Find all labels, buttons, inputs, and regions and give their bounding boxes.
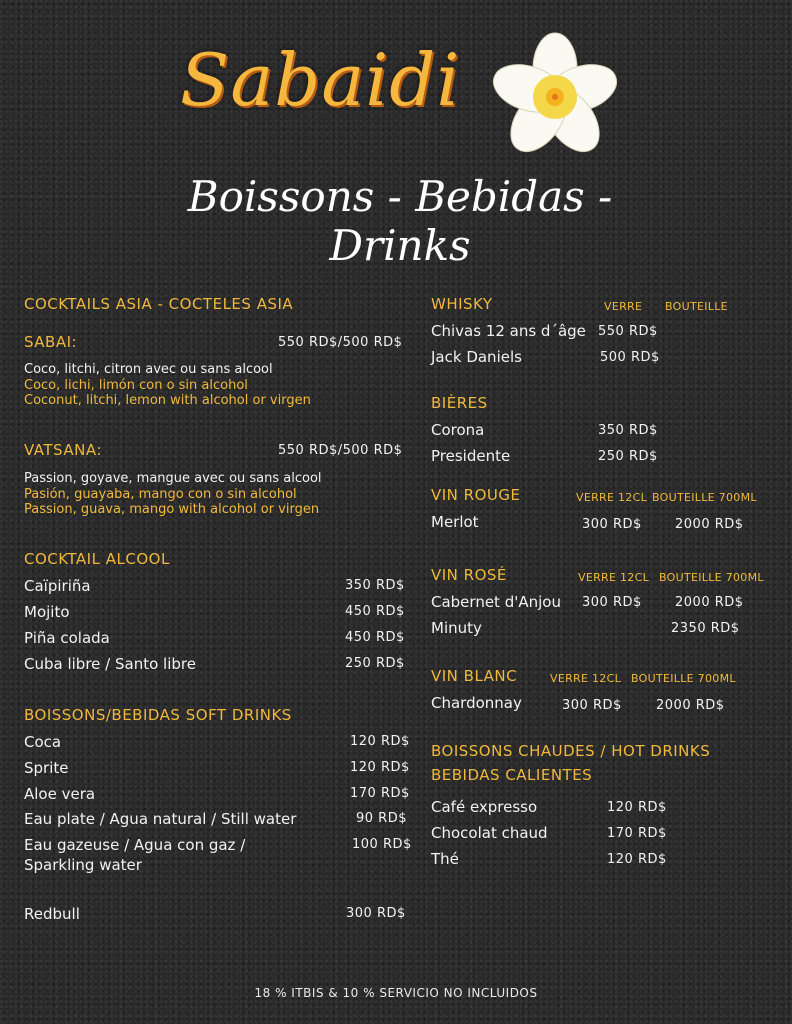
list-item-price: 300 RD$ — [346, 906, 406, 921]
list-item-name: Sprite — [24, 759, 69, 777]
list-item-price: 120 RD$ — [350, 734, 410, 749]
drink-name-sabai: SABAI: — [24, 333, 78, 351]
drink-price-vatsana: 550 RD$/500 RD$ — [278, 443, 403, 458]
column-header-bottle: BOUTEILLE — [665, 300, 728, 313]
list-item-name: Minuty — [431, 619, 482, 637]
section-heading-vin-rose: VIN ROSÉ — [431, 566, 507, 584]
section-heading-cocktails-asia: COCKTAILS ASIA - COCTELES ASIA — [24, 295, 294, 313]
list-item-price: 450 RD$ — [345, 630, 405, 645]
list-item-bottle-price: 2000 RD$ — [656, 698, 725, 713]
frangipani-flower-icon — [490, 32, 620, 162]
list-item-name-continued: Sparkling water — [24, 856, 142, 874]
section-heading-hot-drinks: BOISSONS CHAUDES / HOT DRINKS — [431, 742, 711, 760]
column-header-bottle: BOUTEILLE 700ML — [631, 672, 736, 685]
list-item-name: Cuba libre / Santo libre — [24, 655, 196, 673]
description-en: Coconut, litchi, lemon with alcohol or virgen — [24, 393, 311, 408]
list-item-glass-price: 300 RD$ — [582, 517, 642, 532]
section-heading-bieres: BIÈRES — [431, 394, 488, 412]
list-item-price: 90 RD$ — [356, 811, 407, 826]
list-item-bottle-price: 2000 RD$ — [675, 517, 744, 532]
list-item-price: 120 RD$ — [607, 852, 667, 867]
column-header-glass: VERRE 12CL — [576, 491, 648, 504]
list-item-name: Aloe vera — [24, 785, 96, 803]
section-heading-soft-drinks: BOISSONS/BEBIDAS SOFT DRINKS — [24, 706, 292, 724]
description-es: Coco, lichi, limón con o sin alcohol — [24, 377, 248, 393]
description-fr: Coco, litchi, citron avec ou sans alcool — [24, 362, 273, 377]
list-item-name: Chardonnay — [431, 694, 522, 712]
section-heading-hot-drinks-es: BEBIDAS CALIENTES — [431, 766, 593, 784]
list-item-price: 450 RD$ — [345, 604, 405, 619]
list-item-name: Chocolat chaud — [431, 824, 548, 842]
list-item-glass-price: 300 RD$ — [582, 595, 642, 610]
column-header-glass: VERRE 12CL — [578, 571, 650, 584]
list-item-price: 500 RD$ — [600, 350, 660, 365]
list-item-name: Café expresso — [431, 798, 538, 816]
list-item-price: 350 RD$ — [345, 578, 405, 593]
list-item-bottle-price: 2000 RD$ — [675, 595, 744, 610]
drink-description-vatsana — [24, 471, 322, 518]
drink-description-sabai — [24, 362, 311, 409]
list-item-name: Jack Daniels — [431, 348, 522, 366]
list-item-name: Cabernet d'Anjou — [431, 593, 561, 611]
list-item-name: Presidente — [431, 447, 511, 465]
menu-title: Sabaidi — [180, 38, 461, 122]
list-item-bottle-price: 2350 RD$ — [671, 621, 740, 636]
list-item-price: 100 RD$ — [352, 837, 412, 852]
list-item-name: Caïpiriña — [24, 577, 91, 595]
list-item-price: 170 RD$ — [350, 786, 410, 801]
list-item-price: 120 RD$ — [350, 760, 410, 775]
list-item-name: Coca — [24, 733, 62, 751]
section-heading-whisky: WHISKY — [431, 295, 493, 313]
tax-service-note: 18 % ITBIS & 10 % SERVICIO NO INCLUIDOS — [254, 986, 538, 1000]
list-item-name: Merlot — [431, 513, 479, 531]
list-item-name: Corona — [431, 421, 485, 439]
list-item-name: Piña colada — [24, 629, 110, 647]
list-item-name: Eau plate / Agua natural / Still water — [24, 810, 297, 828]
section-heading-vin-blanc: VIN BLANC — [431, 667, 518, 685]
column-header-bottle: BOUTEILLE 700ML — [659, 571, 764, 584]
list-item-price: 550 RD$ — [598, 324, 658, 339]
list-item-price: 170 RD$ — [607, 826, 667, 841]
description-en: Passion, guava, mango with alcohol or virgen — [24, 502, 320, 517]
list-item-price: 120 RD$ — [607, 800, 667, 815]
drink-price-sabai: 550 RD$/500 RD$ — [278, 335, 403, 350]
column-header-bottle: BOUTEILLE 700ML — [652, 491, 757, 504]
list-item-price: 350 RD$ — [598, 423, 658, 438]
menu-subtitle: Boissons - Bebidas - Drinks — [187, 172, 613, 270]
list-item-price: 250 RD$ — [598, 449, 658, 464]
column-header-glass: VERRE 12CL — [550, 672, 622, 685]
list-item-price: 250 RD$ — [345, 656, 405, 671]
description-fr: Passion, goyave, mangue avec ou sans alcool — [24, 471, 322, 486]
section-heading-cocktail-alcool: COCKTAIL ALCOOL — [24, 550, 170, 568]
list-item-name: Redbull — [24, 905, 80, 923]
column-header-glass: VERRE — [604, 300, 643, 313]
list-item-name: Eau gazeuse / Agua con gaz / — [24, 836, 246, 854]
list-item-name: Thé — [431, 850, 459, 868]
list-item-glass-price: 300 RD$ — [562, 698, 622, 713]
description-es: Pasión, guayaba, mango con o sin alcohol — [24, 486, 297, 502]
list-item-name: Chivas 12 ans d´âge — [431, 322, 586, 340]
drink-name-vatsana: VATSANA: — [24, 441, 102, 459]
list-item-name: Mojito — [24, 603, 70, 621]
section-heading-vin-rouge: VIN ROUGE — [431, 486, 521, 504]
